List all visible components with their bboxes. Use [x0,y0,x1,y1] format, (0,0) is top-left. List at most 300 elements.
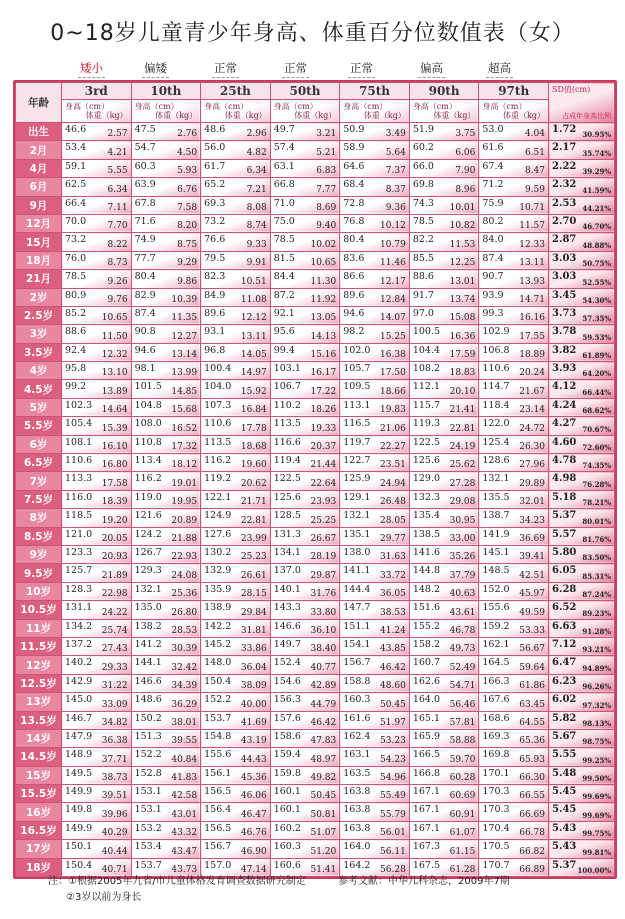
weight-value: 38.53 [380,607,406,618]
weight-value: 29.08 [449,497,476,508]
height-value: 100.5 [412,326,441,338]
sd-cell [549,821,615,839]
weight-value: 22.27 [380,442,406,453]
weight-value: 44.43 [240,754,267,765]
height-value: 125.4 [482,436,510,448]
sd-cell [549,417,615,435]
percentile-cell [479,159,549,177]
height-value: 57.4 [273,142,295,154]
weight-value: 28.05 [380,515,406,526]
age-cell: 9月 [16,196,62,214]
adult-height-percent: 99.25% [582,755,611,765]
weight-value: 32.01 [519,497,545,508]
adult-height-percent: 94.89% [582,663,611,673]
weight-unit-label: 体重（kg） [433,111,476,120]
height-value: 87.4 [134,307,156,319]
height-value: 141.1 [343,565,371,577]
weight-value: 13.74 [449,294,476,305]
height-value: 59.1 [65,160,87,172]
height-value: 129.0 [412,473,441,485]
sd-cell [549,840,615,858]
percentile-cell [479,123,549,141]
weight-value: 8.69 [316,202,337,213]
height-value: 116.0 [65,491,93,503]
sd-cell [549,564,615,582]
weight-value: 20.62 [240,478,267,489]
height-value: 153.2 [134,822,162,834]
weight-value: 16.38 [380,350,406,361]
adult-height-percent: 89.23% [582,608,611,618]
table-row [16,251,615,269]
percentile-cell [479,766,549,784]
weight-value: 3.21 [316,129,337,140]
height-value: 153.7 [134,859,162,871]
percentile-cell [62,619,132,637]
weight-value: 14.13 [310,331,337,342]
weight-value: 10.02 [310,239,337,250]
weight-value: 32.42 [171,662,198,673]
percentile-cell [131,840,201,858]
percentile-cell [131,435,201,453]
height-value: 168.6 [482,712,510,724]
height-value: 144.4 [343,583,371,595]
weight-value: 9.86 [177,276,198,287]
sd-cell [549,766,615,784]
sd-value: 5.45 [552,804,577,816]
weight-value: 66.69 [519,809,545,820]
percentile-cell [340,251,410,269]
weight-value: 18.12 [171,460,198,471]
height-value: 84.0 [482,234,504,246]
percentile-header: 50th [270,83,340,100]
height-unit-label: 身高（cm） [204,102,249,111]
percentile-cell [409,509,479,527]
percentile-cell [270,564,340,582]
height-value: 169.3 [482,730,510,742]
adult-height-percent: 99.50% [582,774,611,784]
percentile-cell [201,821,271,839]
sd-value: 6.63 [552,620,577,632]
age-cell: 7.5岁 [16,490,62,508]
weight-value: 24.22 [101,607,128,618]
percentile-cell [270,656,340,674]
sd-cell [549,270,615,288]
percentile-cell [340,196,410,214]
percentile-cell [201,601,271,619]
table-row [16,509,615,527]
percentile-header: 97th [479,83,549,100]
sd-value: 3.73 [552,307,577,319]
weight-value: 28.15 [240,589,267,600]
height-value: 109.5 [343,381,371,393]
table-row [16,123,615,141]
percentile-cell [270,711,340,729]
percentile-cell [201,656,271,674]
sd-value: 6.23 [552,675,577,687]
height-value: 97.0 [412,307,434,319]
weight-value: 15.92 [240,386,267,397]
height-value: 138.2 [134,620,162,632]
percentile-cell [201,380,271,398]
height-value: 152.8 [134,767,162,779]
weight-value: 3.75 [455,129,476,140]
percentile-cell [201,159,271,177]
percentile-cell [479,270,549,288]
percentile-cell [270,821,340,839]
percentile-cell [131,803,201,821]
height-value: 60.2 [412,142,434,154]
weight-value: 36.29 [171,699,198,710]
height-value: 146.6 [134,675,162,687]
percentile-cell [409,472,479,490]
percentile-cell [201,454,271,472]
height-value: 103.1 [273,363,301,375]
age-cell: 15月 [16,233,62,251]
weight-value: 16.17 [310,368,337,379]
height-value: 166.8 [412,767,441,779]
height-value: 76.8 [343,215,365,227]
height-value: 156.3 [273,694,301,706]
weight-value: 23.93 [310,497,337,508]
percentile-cell [62,527,132,545]
weight-value: 33.86 [240,644,267,655]
adult-height-percent: 91.28% [582,626,611,636]
percentile-cell [201,270,271,288]
percentile-cell [270,417,340,435]
weight-value: 4.82 [246,147,267,158]
percentile-cell [62,141,132,159]
sd-cell [549,251,615,269]
weight-value: 39.41 [519,552,545,563]
weight-value: 66.30 [519,773,545,784]
height-value: 162.1 [482,638,510,650]
weight-value: 9.26 [107,276,128,287]
height-value: 150.4 [204,675,232,687]
sd-value: 5.80 [552,546,577,558]
percentile-cell [201,711,271,729]
percentile-cell [479,380,549,398]
percentile-cell [131,693,201,711]
sd-value: 5.48 [552,767,577,779]
height-value: 102.0 [343,344,371,356]
weight-value: 11.53 [449,239,476,250]
weight-value: 25.62 [449,460,476,471]
height-value: 151.6 [412,602,441,614]
height-value: 106.7 [273,381,301,393]
percentile-cell [479,601,549,619]
height-value: 62.5 [65,179,87,191]
percentile-cell [340,821,410,839]
percentile-cell [270,601,340,619]
weight-value: 61.07 [449,828,476,839]
weight-value: 19.33 [310,423,337,434]
adult-height-percent: 85.31% [582,571,611,581]
percentile-cell [270,803,340,821]
percentile-cell [409,821,479,839]
percentile-cell [201,729,271,747]
percentile-cell [270,509,340,527]
weight-value: 43.19 [240,736,267,747]
weight-value: 53.33 [519,625,545,636]
height-value: 74.3 [412,197,434,209]
percentile-cell [131,711,201,729]
table-row [16,490,615,508]
percentile-cell [340,417,410,435]
table-row [16,362,615,380]
adult-height-percent: 93.21% [582,645,611,655]
sd-cell [549,288,615,306]
weight-value: 24.72 [519,423,545,434]
percentile-cell [201,840,271,858]
weight-value: 8.47 [524,166,545,177]
percentile-cell [62,766,132,784]
percentile-cell [201,637,271,655]
height-value: 140.2 [65,657,93,669]
percentile-cell [340,398,410,416]
percentile-cell [270,141,340,159]
percentile-cell [409,417,479,435]
sd-value: 4.60 [552,436,577,448]
height-value: 164.2 [343,859,371,871]
weight-value: 14.97 [240,368,267,379]
percentile-cell [270,729,340,747]
height-value: 89.6 [204,307,226,319]
percentile-cell [62,490,132,508]
weight-value: 8.22 [107,239,128,250]
height-value: 70.0 [65,215,87,227]
unit-cell [409,100,479,123]
age-cell: 6月 [16,178,62,196]
sd-cell [549,472,615,490]
weight-unit-label: 体重（kg） [85,111,128,120]
height-value: 65.2 [204,179,226,191]
adult-height-percent: 54.30% [582,295,611,305]
weight-value: 61.86 [519,681,545,692]
height-value: 99.3 [482,307,504,319]
weight-value: 19.01 [171,478,198,489]
weight-value: 14.85 [171,386,198,397]
percentile-cell [479,233,549,251]
percentile-cell [62,178,132,196]
adult-height-percent: 35.74% [582,148,611,158]
age-cell: 12.5岁 [16,674,62,692]
percentile-cell [479,656,549,674]
percentile-cell [62,417,132,435]
weight-value: 12.17 [380,276,406,287]
sd-cell [549,656,615,674]
percentile-cell [201,288,271,306]
percentile-cell [131,196,201,214]
percentile-cell [479,325,549,343]
height-value: 66.0 [412,160,434,172]
height-value: 78.5 [412,215,434,227]
height-value: 122.1 [204,491,232,503]
adult-height-percent: 87.24% [582,590,611,600]
weight-value: 40.71 [101,865,128,876]
height-value: 48.6 [204,124,226,135]
weight-value: 22.81 [449,423,476,434]
sd-value: 5.55 [552,749,577,761]
height-value: 108.2 [412,363,441,375]
weight-value: 26.80 [171,607,198,618]
weight-value: 3.49 [385,129,406,140]
sd-value: 2.32 [552,179,577,191]
weight-value: 33.80 [310,607,337,618]
adult-height-percent: 39.29% [582,167,611,177]
category-label: 正常 [212,59,239,78]
height-value: 84.9 [204,289,226,301]
sd-value: 5.37 [552,859,577,871]
weight-value: 56.11 [380,846,406,857]
height-value: 110.6 [204,418,232,430]
percentile-cell [479,141,549,159]
percentile-cell [340,840,410,858]
height-value: 166.3 [482,675,510,687]
percentile-cell [270,288,340,306]
weight-value: 59.64 [519,662,545,673]
page-title: 0~18岁儿童青少年身高、体重百分位数值表（女） [50,21,575,46]
height-value: 162.6 [412,675,441,687]
weight-value: 9.33 [246,239,267,250]
percentile-cell [270,527,340,545]
height-value: 94.6 [134,344,156,356]
weight-value: 20.37 [310,442,337,453]
adult-height-percent: 99.69% [582,810,611,820]
weight-value: 5.64 [385,147,406,158]
percentile-cell [340,490,410,508]
percentile-cell [62,545,132,563]
height-value: 167.3 [412,841,441,853]
weight-value: 29.87 [310,570,337,581]
weight-unit-label: 体重（kg） [294,111,337,120]
weight-value: 13.93 [519,276,545,287]
percentile-cell [201,582,271,600]
height-value: 170.5 [482,841,510,853]
percentile-cell [340,785,410,803]
percentile-cell [340,637,410,655]
weight-value: 60.28 [449,773,476,784]
height-value: 116.5 [343,418,371,430]
table-row [16,582,615,600]
percentile-cell [62,288,132,306]
adult-height-percent: 99.75% [582,829,611,839]
height-value: 132.9 [204,565,232,577]
percentile-cell [340,214,410,232]
height-value: 142.2 [204,620,232,632]
percentile-cell [201,472,271,490]
footnote-1: 注：①根据2005年九省/市儿童体格发育调查数据研究制定 [48,876,306,887]
percentile-cell [201,693,271,711]
category-label: 偏高 [418,59,445,78]
percentile-header: 3rd [62,83,132,100]
table-row [16,601,615,619]
unit-cell [479,100,549,123]
height-value: 76.0 [65,252,87,264]
height-value: 92.4 [65,344,87,356]
weight-value: 17.22 [310,386,337,397]
height-value: 155.2 [412,620,441,632]
sd-cell [549,306,615,324]
weight-value: 42.58 [171,791,198,802]
height-value: 113.5 [273,418,301,430]
height-value: 137.2 [65,638,93,650]
weight-value: 19.83 [380,405,406,416]
percentile-cell [62,637,132,655]
weight-value: 16.10 [101,442,128,453]
percentile-cell [270,693,340,711]
percentile-cell [62,435,132,453]
weight-value: 11.46 [380,258,406,269]
percentile-cell [270,785,340,803]
weight-value: 12.27 [171,331,198,342]
table-row [16,196,615,214]
adult-height-percent: 52.55% [582,277,611,287]
height-value: 95.8 [65,363,87,375]
unit-cell [270,100,340,123]
percentile-cell [270,766,340,784]
percentile-cell [201,527,271,545]
percentile-cell [131,785,201,803]
sd-header-label: SD值(cm) [552,85,591,94]
percentile-cell [340,435,410,453]
adult-height-percent: 64.20% [582,369,611,379]
age-cell: 9岁 [16,545,62,563]
height-value: 85.5 [412,252,434,264]
weight-value: 12.12 [240,313,267,324]
age-cell: 9.5岁 [16,564,62,582]
height-value: 154.1 [343,638,371,650]
age-cell: 17岁 [16,840,62,858]
height-value: 127.6 [204,528,232,540]
weight-value: 53.23 [380,736,406,747]
weight-value: 7.58 [177,202,198,213]
age-cell: 5岁 [16,398,62,416]
sd-cell [549,509,615,527]
percentile-cell [409,748,479,766]
sd-cell [549,637,615,655]
height-value: 138.0 [343,546,371,558]
percentile-cell [131,545,201,563]
sd-cell [549,159,615,177]
weight-value: 13.14 [171,350,198,361]
sd-value: 2.22 [552,160,577,172]
percentile-cell [62,123,132,141]
adult-height-percent: 78.21% [582,498,611,508]
age-cell: 10.5岁 [16,601,62,619]
category-label: 正常 [348,59,375,78]
height-value: 170.7 [482,859,510,871]
height-value: 98.2 [343,326,365,338]
height-value: 110.6 [65,455,93,467]
sd-cell [549,233,615,251]
age-cell: 6.5岁 [16,454,62,472]
height-value: 87.4 [482,252,504,264]
weight-value: 65.36 [519,736,545,747]
height-value: 128.5 [273,510,301,522]
height-value: 110.6 [482,363,510,375]
height-value: 153.4 [134,841,162,853]
height-value: 170.4 [482,822,510,834]
table-row [16,527,615,545]
percentile-cell [479,693,549,711]
height-value: 67.4 [482,160,504,172]
percentile-cell [409,490,479,508]
sd-cell [549,803,615,821]
height-value: 105.7 [343,363,371,375]
weight-value: 66.55 [519,791,545,802]
height-value: 107.3 [204,399,232,411]
weight-value: 56.28 [380,865,406,876]
